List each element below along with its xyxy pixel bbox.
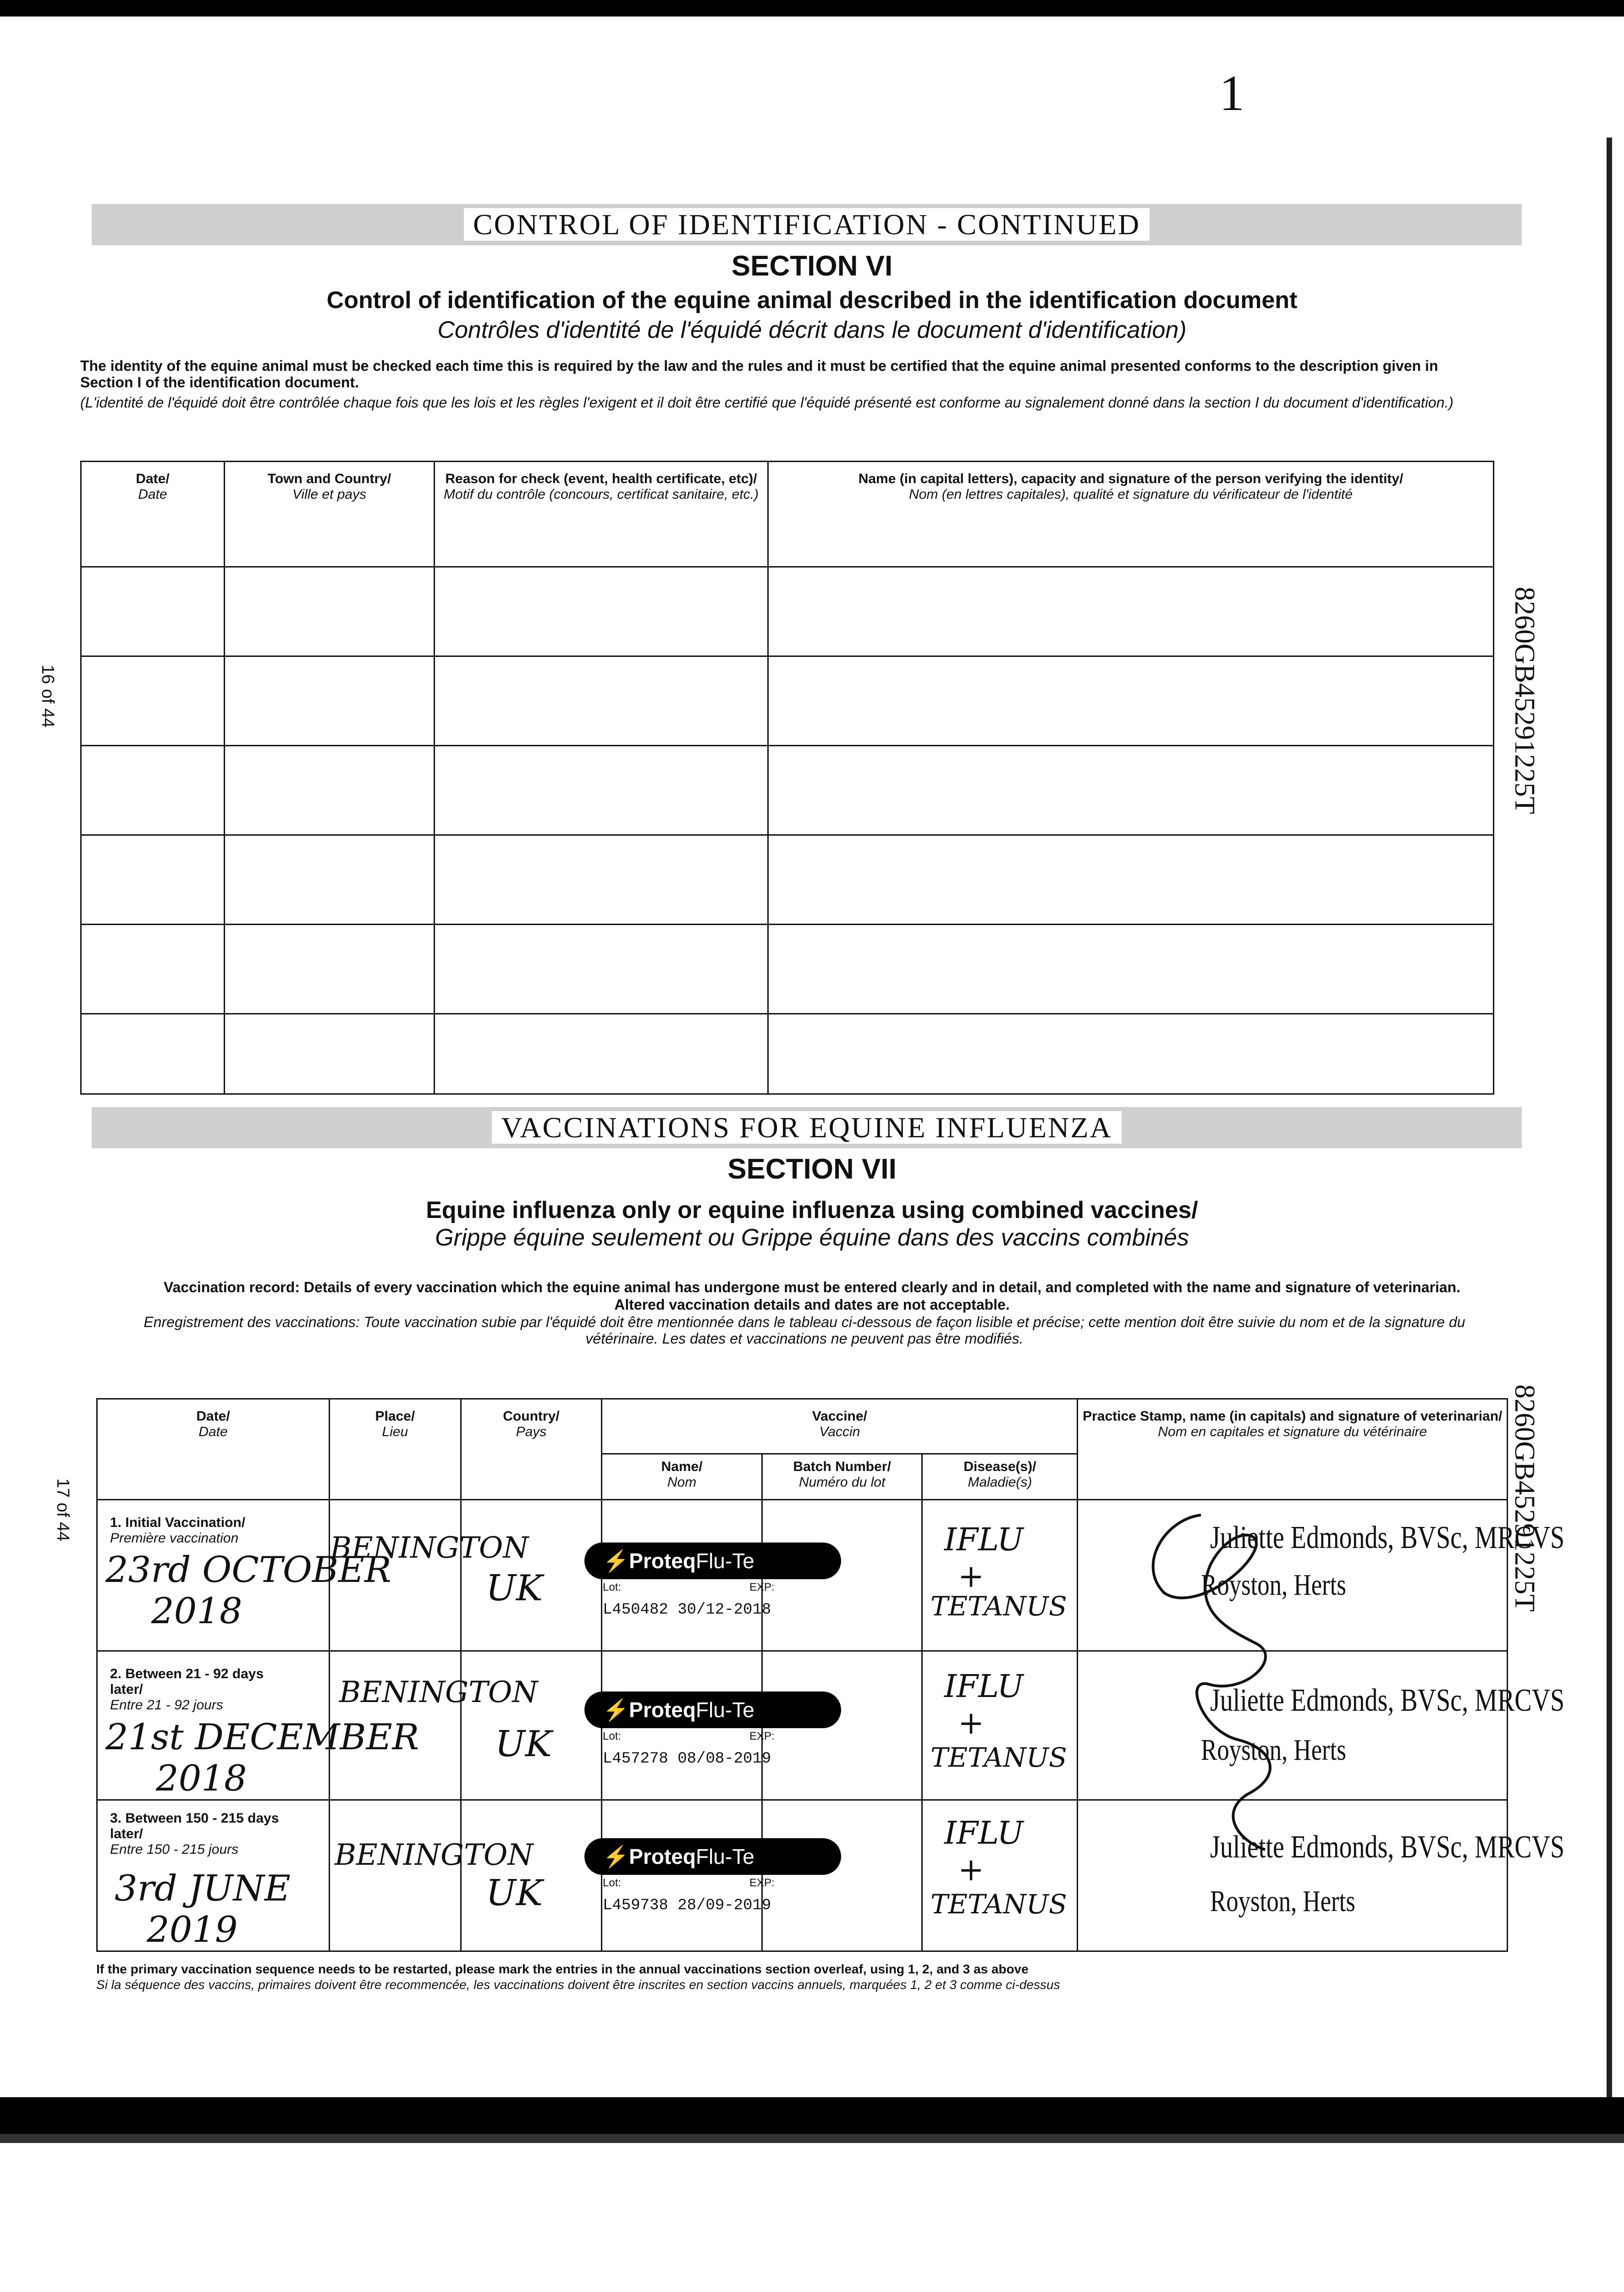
row3-place: BENINGTON	[335, 1838, 534, 1872]
col-date-en: Date/	[136, 471, 170, 486]
col-reason-en: Reason for check (event, health certificate, etc)/	[445, 471, 757, 486]
empty-cell[interactable]	[81, 1014, 225, 1094]
row1-disease1: IFLU	[944, 1522, 1024, 1558]
row2-vaccine-label	[584, 1691, 841, 1788]
table-row	[81, 746, 1494, 835]
section7-intro2: Altered vaccination details and dates are not acceptable.	[614, 1296, 1010, 1313]
row3-label-fr: Entre 150 - 215 jours	[110, 1842, 239, 1857]
empty-cell[interactable]	[768, 746, 1494, 835]
row-place-cell[interactable]	[330, 1800, 461, 1951]
empty-cell[interactable]	[435, 835, 768, 925]
row3-exp: 28/09-2019	[677, 1897, 771, 1914]
row3-batch	[603, 1897, 771, 1914]
row1-brand: Proteq	[629, 1549, 696, 1573]
vcol-date-en: Date/	[196, 1409, 230, 1424]
row2-vet-name: Juliette Edmonds, BVSc, MRCVS	[1210, 1683, 1565, 1718]
table-row	[81, 1014, 1494, 1094]
row1-vet-place: Royston, Herts	[1201, 1568, 1346, 1602]
vcol-disease-en: Disease(s)/	[963, 1459, 1036, 1474]
document-id-top: 8260GB45291225T	[1509, 587, 1540, 814]
empty-cell[interactable]	[768, 567, 1494, 656]
row3-exp-label: EXP:	[749, 1877, 775, 1889]
side-page-top: 16 of 44	[38, 665, 57, 728]
page-number: 1	[1219, 65, 1244, 121]
vcol-country-en: Country/	[503, 1409, 560, 1424]
row1-vaccine-pill	[584, 1543, 841, 1579]
row3-vaccine-label	[584, 1838, 841, 1934]
row2-vaccine-pill	[584, 1691, 841, 1728]
empty-cell[interactable]	[435, 656, 768, 746]
row3-disease2: +	[958, 1852, 984, 1888]
col-town-fr: Ville et pays	[292, 487, 367, 502]
row3-lot-label: Lot:	[603, 1877, 622, 1889]
section6-banner-text: CONTROL OF IDENTIFICATION - CONTINUED	[464, 208, 1150, 241]
row2-lot-label: Lot:	[603, 1730, 622, 1742]
row1-vet-name: Juliette Edmonds, BVSc, MRCVS	[1210, 1520, 1565, 1555]
bolt-icon: ⚡	[603, 1698, 629, 1722]
row3-year: 2019	[147, 1909, 238, 1950]
footnote-fr: Si la séquence des vaccins, primaires doivent être recommencée, les vaccinations doivent être inscrites en section vaccins annuels, marquées 1, 2 et 3 comme ci-dessus	[96, 1978, 1060, 1992]
empty-cell[interactable]	[225, 656, 435, 746]
vcol-stamp-fr: Nom en capitales et signature du vétérinaire	[1158, 1424, 1427, 1439]
row1-disease2: +	[958, 1559, 984, 1595]
table-row	[81, 567, 1494, 656]
section6-intro-fr: (L'identité de l'équidé doit être contrôlée chaque fois que les lois et les règles l'exigent et il doit être certifié que l'équidé présenté est conforme au signalement donné dans la section I du document d'identification.)	[80, 394, 1453, 411]
empty-cell[interactable]	[225, 835, 435, 925]
vcol-place	[330, 1399, 461, 1500]
row1-label-en: 1. Initial Vaccination/	[110, 1515, 246, 1530]
vcol-name-fr: Nom	[667, 1475, 697, 1490]
empty-cell[interactable]	[768, 835, 1494, 925]
row2-exp-label: EXP:	[749, 1730, 775, 1742]
row3-label	[110, 1811, 303, 1857]
scan-right-edge	[1607, 138, 1612, 2109]
row2-disease3: TETANUS	[930, 1742, 1067, 1773]
row2-disease1: IFLU	[944, 1669, 1024, 1705]
empty-cell[interactable]	[81, 567, 225, 656]
empty-cell[interactable]	[435, 1014, 768, 1094]
footnote: If the primary vaccination sequence needs to be restarted, please mark the entries in the annual vaccinations section overleaf, using 1, 2, and 3 as above	[96, 1962, 1029, 1976]
table-row	[81, 925, 1494, 1014]
vcol-vaccine-en: Vaccine/	[812, 1409, 867, 1424]
col-date-fr: Date	[138, 487, 167, 502]
row2-country: UK	[495, 1724, 552, 1765]
vcol-batch	[762, 1454, 922, 1500]
identity-check-table	[80, 461, 1494, 1095]
row3-vet-name: Juliette Edmonds, BVSc, MRCVS	[1210, 1829, 1565, 1865]
empty-cell[interactable]	[81, 656, 225, 746]
section7-subtitle-fr: Grippe équine seulement ou Grippe équine dans des vaccins combinés	[435, 1224, 1189, 1251]
section6-subtitle-fr: Contrôles d'identité de l'équidé décrit dans le document d'identification)	[437, 317, 1187, 343]
section7-banner-text: VACCINATIONS FOR EQUINE INFLUENZA	[492, 1111, 1121, 1144]
empty-cell[interactable]	[81, 746, 225, 835]
empty-cell[interactable]	[81, 835, 225, 925]
empty-cell[interactable]	[225, 1014, 435, 1094]
col-town-en: Town and Country/	[267, 471, 391, 486]
bolt-icon: ⚡	[603, 1845, 629, 1868]
row1-exp: 30/12-2018	[677, 1601, 771, 1619]
vcol-place-en: Place/	[375, 1409, 415, 1424]
vcol-disease	[922, 1454, 1078, 1500]
row2-brand: Proteq	[629, 1698, 696, 1722]
table-row	[81, 656, 1494, 746]
section7-title: SECTION VII	[727, 1153, 897, 1185]
vcol-country-fr: Pays	[516, 1424, 547, 1439]
vcol-date-fr: Date	[198, 1424, 228, 1439]
row3-product: Flu-Te	[695, 1845, 754, 1868]
col-verifier	[768, 462, 1494, 567]
row1-label	[110, 1515, 245, 1546]
scan-top-border	[0, 0, 1624, 17]
empty-cell[interactable]	[435, 746, 768, 835]
row1-date: 23rd OCTOBER	[105, 1549, 391, 1591]
col-town	[225, 462, 435, 567]
row1-vaccine-label	[584, 1543, 841, 1639]
vcol-batch-fr: Numéro du lot	[798, 1475, 886, 1490]
row2-date: 21st DECEMBER	[105, 1717, 419, 1758]
row1-product: Flu-Te	[695, 1549, 754, 1573]
vcol-place-fr: Lieu	[382, 1424, 408, 1439]
empty-cell[interactable]	[225, 567, 435, 656]
row3-vet-place: Royston, Herts	[1210, 1884, 1355, 1918]
row1-label-fr: Première vaccination	[110, 1531, 239, 1546]
row2-batch	[603, 1750, 771, 1768]
vcol-stamp	[1078, 1399, 1508, 1500]
row3-country: UK	[486, 1873, 543, 1914]
row1-disease3: TETANUS	[930, 1591, 1067, 1622]
empty-cell[interactable]	[225, 925, 435, 1014]
vcol-batch-en: Batch Number/	[793, 1459, 891, 1474]
vcol-stamp-en: Practice Stamp, name (in capitals) and signature of veterinarian/	[1083, 1409, 1503, 1424]
row2-place: BENINGTON	[339, 1675, 538, 1709]
col-reason-fr: Motif du contrôle (concours, certificat sanitaire, etc.)	[444, 487, 759, 502]
row2-label-fr: Entre 21 - 92 jours	[110, 1697, 223, 1713]
vcol-vaccine	[602, 1399, 1078, 1454]
scan-bottom-border	[0, 2097, 1624, 2134]
row2-label	[110, 1666, 293, 1713]
row3-disease1: IFLU	[944, 1815, 1024, 1851]
section6-intro: The identity of the equine animal must be checked each time this is required by the law and the rules and it must be certified that the equine animal presented conforms to the description given in Section I of the identification document.	[80, 358, 1438, 391]
row3-date: 3rd JUNE	[115, 1868, 291, 1909]
vcol-name	[602, 1454, 762, 1500]
vcol-date	[97, 1399, 330, 1500]
row1-batch	[603, 1601, 771, 1619]
empty-cell[interactable]	[768, 925, 1494, 1014]
section6-subtitle: Control of identification of the equine animal described in the identification document	[326, 287, 1298, 314]
row3-vaccine-pill	[584, 1838, 841, 1875]
row3-lot: L459738	[603, 1897, 668, 1914]
col-verifier-fr: Nom (en lettres capitales), qualité et signature du vérificateur de l'identité	[909, 487, 1353, 502]
empty-cell[interactable]	[81, 925, 225, 1014]
vcol-vaccine-fr: Vaccin	[819, 1424, 860, 1439]
row2-label-en: 2. Between 21 - 92 days later/	[110, 1666, 264, 1697]
row1-lot-label: Lot:	[603, 1581, 622, 1593]
section7-intro: Vaccination record: Details of every vaccination which the equine animal has undergone must be entered clearly and in detail, and completed with the name and signature of veterinarian.	[163, 1279, 1461, 1295]
col-date	[81, 462, 225, 567]
row1-year: 2018	[151, 1591, 242, 1632]
section7-subtitle: Equine influenza only or equine influenza using combined vaccines/	[426, 1197, 1198, 1223]
empty-cell[interactable]	[768, 1014, 1494, 1094]
vcol-name-en: Name/	[661, 1459, 703, 1474]
section6-title: SECTION VI	[731, 250, 893, 282]
section7-banner	[92, 1107, 1522, 1148]
row2-exp: 08/08-2019	[677, 1750, 771, 1768]
section7-intro-fr: Enregistrement des vaccinations: Toute vaccination subie par l'équidé doit être mentionnée dans le tableau ci-dessous de façon lisible et précise; cette mention doit être suivie du nom et de la signature du vétérinaire. Les dates et vaccinations ne peuvent pas être modifiés.	[143, 1314, 1465, 1347]
empty-cell[interactable]	[768, 656, 1494, 746]
empty-cell[interactable]	[435, 567, 768, 656]
row2-year: 2018	[156, 1758, 247, 1799]
row1-country: UK	[486, 1568, 543, 1609]
row3-label-en: 3. Between 150 - 215 days later/	[110, 1811, 279, 1841]
empty-cell[interactable]	[225, 746, 435, 835]
bolt-icon: ⚡	[603, 1549, 629, 1573]
row3-disease3: TETANUS	[930, 1889, 1067, 1920]
side-page-bottom: 17 of 44	[53, 1478, 72, 1542]
row2-vet-place: Royston, Herts	[1201, 1733, 1346, 1767]
row2-lot: L457278	[603, 1750, 668, 1768]
row1-exp-label: EXP:	[749, 1581, 775, 1593]
vcol-disease-fr: Maladie(s)	[968, 1475, 1032, 1490]
empty-cell[interactable]	[435, 925, 768, 1014]
row2-product: Flu-Te	[695, 1698, 754, 1722]
row2-disease2: +	[958, 1705, 984, 1741]
vcol-country	[461, 1399, 602, 1500]
section6-banner	[92, 204, 1522, 245]
row1-place: BENINGTON	[330, 1531, 529, 1565]
col-reason	[435, 462, 768, 567]
scan-bottom-border-shadow	[0, 2134, 1624, 2143]
row3-brand: Proteq	[629, 1845, 696, 1868]
row1-lot: L450482	[603, 1601, 668, 1619]
document-id-bottom: 8260GB45291225T	[1509, 1384, 1540, 1612]
col-verifier-en: Name (in capital letters), capacity and signature of the person verifying the identity/	[858, 471, 1404, 486]
table-row	[81, 835, 1494, 925]
